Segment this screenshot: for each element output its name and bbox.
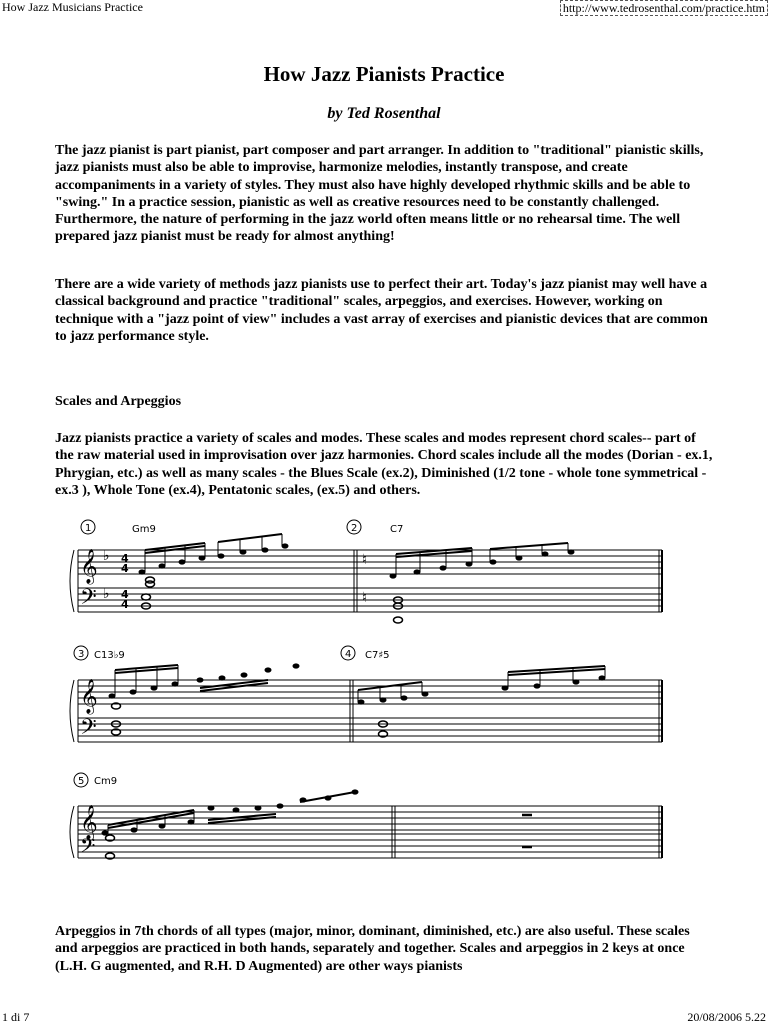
example-number: 5: [78, 776, 85, 787]
intro-paragraph: The jazz pianist is part pianist, part composer and part arranger. In addition to "traditional" pianistic skills, jazz pianists must also be able to improvise, harmonize melodies, instantly transpose, and create accompaniments in a variety of styles. They must also have highly developed rhythmic skills and be able to "swing." In a practice session, pianistic as well as creative resources need to be constantly challenged. Furthermore, the nature of performing in the jazz world often means little or no rehearsal time. The well prepared jazz pianist must be ready for almost anything!: [55, 143, 704, 245]
example-number: 4: [345, 649, 352, 660]
svg-text:♮: ♮: [362, 590, 368, 606]
music-examples: [0, 510, 768, 870]
chord-symbol: C7♯5: [365, 650, 390, 661]
example-number: 2: [351, 523, 358, 534]
scales-paragraph: Jazz pianists practice a variety of scales and modes. These scales and modes represent chord scales-- part of the raw material used in improvisation over jazz harmonies. Chord scales include all the modes (Dorian - ex.1, Phrygian, etc.) as well as many scales - the Blues Scale (ex.2), Diminished (1/2 tone - whole tone symmetrical -ex.3 ), Whole Tone (ex.4), Pentatonic scales, (ex.5) and others.: [55, 431, 713, 498]
article-byline: by Ted Rosenthal: [327, 105, 441, 122]
section-heading: Scales and Arpeggios: [55, 394, 182, 409]
bass-clef-icon: 𝄢: [80, 834, 96, 862]
svg-text:♮: ♮: [362, 552, 368, 568]
chord-symbol: Gm9: [132, 524, 156, 535]
svg-text:4: 4: [121, 562, 129, 575]
page-header-title: How Jazz Musicians Practice: [2, 0, 143, 14]
chord-symbol: C13♭9: [94, 650, 125, 661]
svg-text:4: 4: [121, 588, 129, 601]
example-number: 3: [78, 649, 85, 660]
treble-clef-icon: 𝄞: [80, 805, 98, 840]
svg-text:4: 4: [121, 552, 129, 565]
print-datetime: 20/08/2006 5.22: [687, 1010, 766, 1024]
article-title: How Jazz Pianists Practice: [263, 62, 505, 86]
treble-clef-icon: 𝄞: [80, 549, 98, 584]
page-header-url[interactable]: http://www.tedrosenthal.com/practice.htm: [560, 0, 768, 16]
svg-text:♭: ♭: [103, 548, 110, 564]
methods-paragraph: There are a wide variety of methods jazz pianists use to perfect their art. Today's jazz pianist may well have a classical background and practice "traditional" scales, arpeggios, and exercises. However, working on technique with a "jazz point of view" includes a vast array of exercises and pianistic devices that are common to jazz performance style.: [55, 277, 708, 344]
system-1: [78, 550, 662, 612]
svg-text:♭: ♭: [103, 586, 110, 602]
chord-symbol: Cm9: [94, 776, 118, 787]
svg-text:4: 4: [121, 598, 129, 611]
page-counter: 1 di 7: [2, 1010, 30, 1024]
treble-clef-icon: 𝄞: [80, 679, 98, 714]
arpeggios-paragraph: Arpeggios in 7th chords of all types (major, minor, dominant, diminished, etc.) are also useful. These scales and arpeggios are practiced in both hands, separately and together. Scales and arpeggios in 2 keys at once (L.H. G augmented, and R.H. D Augmented) are other ways pianists: [55, 924, 690, 974]
system-3: [78, 806, 662, 858]
example-number: 1: [85, 523, 92, 534]
bass-clef-icon: 𝄢: [80, 585, 97, 615]
chord-symbol: C7: [390, 524, 404, 535]
bass-clef-icon: 𝄢: [80, 715, 97, 745]
